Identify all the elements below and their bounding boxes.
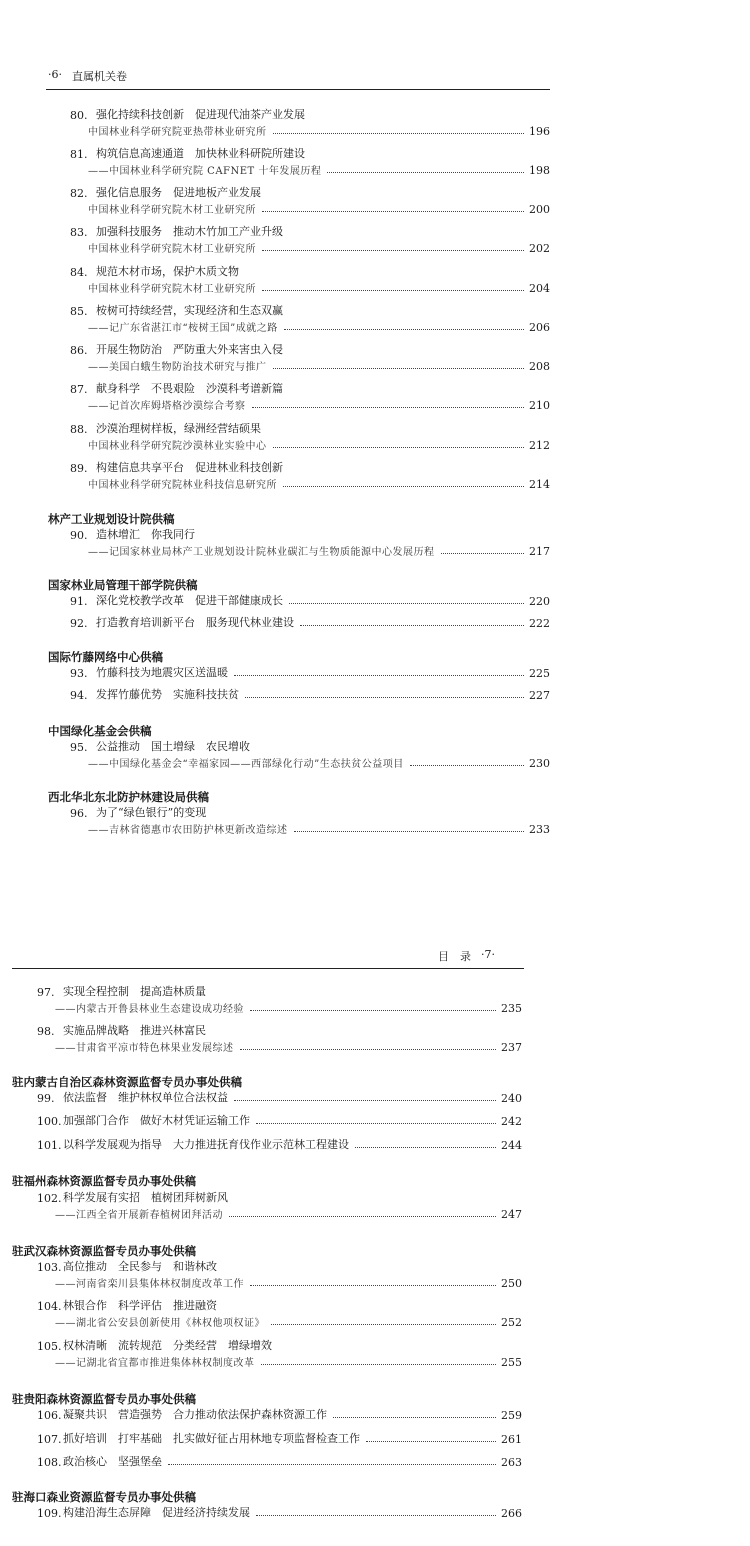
- toc-entry[interactable]: [37, 1297, 522, 1329]
- toc-entry[interactable]: [70, 686, 550, 702]
- dot-leader: [294, 831, 525, 832]
- entry-title-line: [70, 341, 550, 357]
- entry-subtitle-line: [70, 239, 550, 255]
- header-rule: [12, 968, 524, 969]
- entry-title-line: [70, 459, 550, 475]
- entry-number: 96.: [70, 807, 88, 820]
- entry-title: 实施品牌战略 推进兴林富民: [63, 1024, 206, 1037]
- entry-number: 102.: [37, 1192, 62, 1205]
- header-rule: [46, 89, 550, 90]
- entry-subtitle: 中国林业科学研究院沙漠林业实验中心: [88, 441, 267, 452]
- toc-entry[interactable]: [37, 1453, 522, 1469]
- dot-leader: [262, 211, 524, 212]
- entry-title: 深化党校教学改革 促进干部健康成长: [96, 594, 283, 607]
- entry-title-line: [37, 1136, 522, 1152]
- entry-subtitle: ——记广东省湛江市“桉树王国”成就之路: [88, 323, 278, 334]
- entry-subtitle-line: [70, 318, 550, 334]
- entry-page-number: 200: [529, 203, 550, 216]
- entry-subtitle: 中国林业科学研究院木材工业研究所: [88, 284, 256, 295]
- entry-subtitle-line: [70, 754, 550, 770]
- entry-title: 科学发展有实招 植树团拜树新风: [63, 1191, 228, 1204]
- dot-leader: [273, 368, 525, 369]
- entry-title-line: [37, 1112, 522, 1128]
- entry-page-number: 233: [529, 823, 550, 836]
- toc-entry[interactable]: [37, 1022, 522, 1054]
- entry-title: 规范木材市场，保护木质文物: [96, 265, 239, 278]
- entry-subtitle: ——记湖北省宜都市推进集体林权制度改革: [55, 1358, 255, 1369]
- entry-page-number: 212: [529, 439, 550, 452]
- entry-title: 高位推动 全民参与 和谐林改: [63, 1260, 217, 1273]
- dot-leader: [273, 133, 525, 134]
- toc-entry[interactable]: [37, 1406, 522, 1422]
- section-heading: 西北华北东北防护林建设局供稿: [48, 790, 209, 804]
- entry-subtitle-line: [37, 1313, 522, 1329]
- toc-entry[interactable]: [37, 1504, 522, 1520]
- entry-title: 沙漠治理树样板，绿洲经营结硕果: [96, 422, 261, 435]
- toc-entry[interactable]: [37, 1337, 522, 1369]
- entry-title: 发挥竹藤优势 实施科技扶贫: [96, 688, 239, 701]
- dot-leader: [327, 172, 524, 173]
- toc-entry[interactable]: [70, 302, 550, 334]
- entry-page-number: 255: [501, 1356, 522, 1369]
- section-heading: 驻内蒙古自治区森林资源监督专员办事处供稿: [12, 1075, 242, 1089]
- entry-title: 凝聚共识 营造强势 合力推动依法保护森林资源工作: [63, 1408, 327, 1421]
- entry-number: 104.: [37, 1300, 62, 1313]
- entry-title: 献身科学 不畏艰险 沙漠科考谱新篇: [96, 382, 283, 395]
- entry-title: 林银合作 科学评估 推进融资: [63, 1299, 217, 1312]
- entry-page-number: 222: [529, 617, 550, 630]
- section-heading: 国家林业局管理干部学院供稿: [48, 578, 198, 592]
- toc-entry[interactable]: [70, 106, 550, 138]
- entry-subtitle-line: [70, 542, 550, 558]
- entry-page-number: 259: [501, 1409, 522, 1422]
- entry-page-number: 230: [529, 757, 550, 770]
- entry-subtitle: 中国林业科学研究院林业科技信息研究所: [88, 480, 277, 491]
- entry-page-number: 210: [529, 399, 550, 412]
- section-heading: 林产工业规划设计院供稿: [48, 512, 175, 526]
- toc-entry[interactable]: [70, 145, 550, 177]
- dot-leader: [300, 625, 524, 626]
- entry-title-line: [37, 1430, 522, 1446]
- entry-title: 以科学发展观为指导 大力推进抚育伐作业示范林工程建设: [63, 1138, 349, 1151]
- entry-page-number: 198: [529, 164, 550, 177]
- entry-page-number: 261: [501, 1433, 522, 1446]
- toc-entry[interactable]: [37, 983, 522, 1015]
- dot-leader: [271, 1324, 496, 1325]
- entry-subtitle-line: [37, 1038, 522, 1054]
- dot-leader: [168, 1464, 496, 1465]
- entry-title: 打造教育培训新平台 服务现代林业建设: [96, 616, 294, 629]
- entry-page-number: 196: [529, 125, 550, 138]
- entry-subtitle-line: [70, 436, 550, 452]
- entry-number: 107.: [37, 1433, 62, 1446]
- entry-title: 开展生物防治 严防重大外来害虫入侵: [96, 343, 283, 356]
- dot-leader: [256, 1515, 496, 1516]
- page-number: ·7·: [481, 948, 495, 961]
- entry-number: 103.: [37, 1261, 62, 1274]
- entry-title-line: [37, 1022, 522, 1038]
- entry-subtitle-line: [37, 999, 522, 1015]
- entry-page-number: 240: [501, 1092, 522, 1105]
- entry-title: 强化持续科技创新 促进现代油茶产业发展: [96, 108, 305, 121]
- toc-entry[interactable]: [70, 526, 550, 558]
- entry-number: 90.: [70, 529, 88, 542]
- entry-subtitle: ——记国家林业局林产工业规划设计院林业碳汇与生物质能源中心发展历程: [88, 547, 435, 558]
- entry-number: 97.: [37, 986, 55, 999]
- entry-page-number: 202: [529, 242, 550, 255]
- entry-title-line: [37, 1453, 522, 1469]
- entry-page-number: 263: [501, 1456, 522, 1469]
- entry-number: 95.: [70, 741, 88, 754]
- toc-entry[interactable]: [70, 804, 550, 836]
- dot-leader: [256, 1123, 496, 1124]
- entry-subtitle-line: [70, 200, 550, 216]
- entry-title-line: [37, 1406, 522, 1422]
- entry-subtitle: 中国林业科学研究院木材工业研究所: [88, 205, 256, 216]
- entry-subtitle: ——江西全省开展新春植树团拜活动: [55, 1210, 223, 1221]
- entry-title-line: [70, 738, 550, 754]
- entry-title-line: [70, 614, 550, 630]
- entry-page-number: 225: [529, 667, 550, 680]
- dot-leader: [262, 250, 524, 251]
- dot-leader: [229, 1216, 496, 1217]
- entry-title-line: [70, 420, 550, 436]
- dot-leader: [245, 697, 524, 698]
- entry-title: 公益推动 国土增绿 农民增收: [96, 740, 250, 753]
- entry-page-number: 227: [529, 689, 550, 702]
- entry-number: 85.: [70, 305, 88, 318]
- entry-title-line: [70, 184, 550, 200]
- entry-number: 87.: [70, 383, 88, 396]
- entry-title: 依法监督 维护林权单位合法权益: [63, 1091, 228, 1104]
- entry-title: 政治核心 坚强堡垒: [63, 1455, 162, 1468]
- entry-title: 实现全程控制 提高造林质量: [63, 985, 206, 998]
- entry-title: 加强科技服务 推动木竹加工产业升级: [96, 225, 283, 238]
- entry-title: 抓好培训 打牢基础 扎实做好征占用林地专项监督检查工作: [63, 1432, 360, 1445]
- entry-title-line: [70, 664, 550, 680]
- entry-subtitle: ——中国绿化基金会“幸福家园——西部绿化行动”生态扶贫公益项目: [88, 759, 404, 770]
- entry-title: 构建沿海生态屏障 促进经济持续发展: [63, 1506, 250, 1519]
- entry-subtitle: ——甘肃省平凉市特色林果业发展综述: [55, 1043, 234, 1054]
- entry-subtitle-line: [70, 122, 550, 138]
- entry-title-line: [70, 302, 550, 318]
- entry-page-number: 220: [529, 595, 550, 608]
- toc-entry[interactable]: [70, 664, 550, 680]
- entry-number: 92.: [70, 617, 88, 630]
- section-heading: 驻武汉森林资源监督专员办事处供稿: [12, 1244, 196, 1258]
- section-heading: 驻海口森业资源监督专员办事处供稿: [12, 1490, 196, 1504]
- toc-entry[interactable]: [70, 380, 550, 412]
- entry-title-line: [70, 223, 550, 239]
- entry-subtitle-line: [37, 1353, 522, 1369]
- dot-leader: [273, 447, 525, 448]
- dot-leader: [262, 290, 524, 291]
- entry-subtitle: ——湖北省公安县创新使用《林权他项权证》: [55, 1318, 265, 1329]
- entry-title-line: [70, 145, 550, 161]
- dot-leader: [441, 553, 525, 554]
- entry-number: 100.: [37, 1115, 62, 1128]
- entry-subtitle-line: [37, 1205, 522, 1221]
- toc-entry[interactable]: [37, 1189, 522, 1221]
- entry-subtitle-line: [37, 1274, 522, 1290]
- dot-leader: [234, 675, 524, 676]
- entry-page-number: 208: [529, 360, 550, 373]
- entry-number: 80.: [70, 109, 88, 122]
- entry-title: 强化信息服务 促进地板产业发展: [96, 186, 261, 199]
- entry-page-number: 247: [501, 1208, 522, 1221]
- toc-entry[interactable]: [70, 420, 550, 452]
- toc-entry[interactable]: [37, 1430, 522, 1446]
- section-heading: 驻贵阳森林资源监督专员办事处供稿: [12, 1392, 196, 1406]
- section-title: 目 录: [438, 950, 471, 963]
- toc-entry[interactable]: [70, 263, 550, 295]
- toc-page-7: [0, 940, 750, 1546]
- dot-leader: [283, 486, 524, 487]
- dot-leader: [234, 1100, 496, 1101]
- entry-title-line: [70, 263, 550, 279]
- entry-subtitle-line: [70, 396, 550, 412]
- entry-number: 98.: [37, 1025, 55, 1038]
- entry-page-number: 266: [501, 1507, 522, 1520]
- entry-subtitle: ——记首次库姆塔格沙漠综合考察: [88, 401, 246, 412]
- entry-subtitle: ——吉林省德惠市农田防护林更新改造综述: [88, 825, 288, 836]
- toc-entry[interactable]: [70, 184, 550, 216]
- toc-entry[interactable]: [70, 223, 550, 255]
- dot-leader: [289, 603, 524, 604]
- entry-page-number: 214: [529, 478, 550, 491]
- section-heading: 国际竹藤网络中心供稿: [48, 650, 163, 664]
- toc-entry[interactable]: [37, 1258, 522, 1290]
- entry-title-line: [37, 1089, 522, 1105]
- entry-page-number: 217: [529, 545, 550, 558]
- entry-title-line: [70, 592, 550, 608]
- dot-leader: [366, 1441, 496, 1442]
- entry-number: 93.: [70, 667, 88, 680]
- entry-page-number: 204: [529, 282, 550, 295]
- entry-number: 94.: [70, 689, 88, 702]
- entry-number: 82.: [70, 187, 88, 200]
- dot-leader: [333, 1417, 496, 1418]
- entry-subtitle-line: [70, 357, 550, 373]
- entry-title-line: [37, 1504, 522, 1520]
- entry-subtitle-line: [70, 475, 550, 491]
- entry-page-number: 206: [529, 321, 550, 334]
- entry-title-line: [70, 106, 550, 122]
- dot-leader: [252, 407, 525, 408]
- dot-leader: [250, 1010, 496, 1011]
- entry-number: 99.: [37, 1092, 55, 1105]
- dot-leader: [261, 1364, 497, 1365]
- entry-number: 101.: [37, 1139, 62, 1152]
- entry-subtitle: ——内蒙古开鲁县林业生态建设成功经验: [55, 1004, 244, 1015]
- entry-subtitle: 中国林业科学研究院亚热带林业研究所: [88, 127, 267, 138]
- entry-title-line: [37, 1297, 522, 1313]
- entry-page-number: 237: [501, 1041, 522, 1054]
- section-heading: 中国绿化基金会供稿: [48, 724, 152, 738]
- toc-entry[interactable]: [70, 341, 550, 373]
- section-heading: 驻福州森林资源监督专员办事处供稿: [12, 1174, 196, 1188]
- entry-page-number: 252: [501, 1316, 522, 1329]
- entry-number: 109.: [37, 1507, 62, 1520]
- entry-title: 为了“绿色银行”的变现: [96, 806, 207, 819]
- entry-number: 83.: [70, 226, 88, 239]
- entry-title-line: [70, 526, 550, 542]
- entry-number: 84.: [70, 266, 88, 279]
- entry-title-line: [37, 1258, 522, 1274]
- entry-title-line: [70, 804, 550, 820]
- entry-number: 81.: [70, 148, 88, 161]
- entry-title-line: [70, 380, 550, 396]
- page-number: ·6·: [48, 68, 62, 81]
- entry-title: 构建信息共享平台 促进林业科技创新: [96, 461, 283, 474]
- running-head: [438, 948, 495, 964]
- dot-leader: [284, 329, 524, 330]
- entry-number: 86.: [70, 344, 88, 357]
- dot-leader: [250, 1285, 496, 1286]
- entry-subtitle-line: [70, 820, 550, 836]
- entry-title: 构筑信息高速通道 加快林业科研院所建设: [96, 147, 305, 160]
- toc-entry[interactable]: [70, 738, 550, 770]
- entry-title: 权林清晰 流转规范 分类经营 增绿增效: [63, 1339, 272, 1352]
- entry-subtitle: 中国林业科学研究院木材工业研究所: [88, 244, 256, 255]
- toc-entry[interactable]: [70, 614, 550, 630]
- dot-leader: [410, 765, 524, 766]
- toc-entry[interactable]: [37, 1089, 522, 1105]
- entry-number: 108.: [37, 1456, 62, 1469]
- entry-title: 桉树可持续经营，实现经济和生态双赢: [96, 304, 283, 317]
- entry-subtitle-line: [70, 279, 550, 295]
- entry-number: 106.: [37, 1409, 62, 1422]
- entry-title-line: [37, 983, 522, 999]
- entry-title: 造林增汇 你我同行: [96, 528, 195, 541]
- toc-entry[interactable]: [70, 459, 550, 491]
- entry-title-line: [37, 1189, 522, 1205]
- entry-title: 竹藤科技为地震灾区送温暖: [96, 666, 228, 679]
- toc-entry[interactable]: [70, 592, 550, 608]
- entry-page-number: 235: [501, 1002, 522, 1015]
- entry-page-number: 250: [501, 1277, 522, 1290]
- entry-number: 88.: [70, 423, 88, 436]
- dot-leader: [240, 1049, 497, 1050]
- dot-leader: [355, 1147, 496, 1148]
- entry-subtitle: ——中国林业科学研究院 CAFNET 十年发展历程: [88, 166, 322, 177]
- entry-title: 加强部门合作 做好木材凭证运输工作: [63, 1114, 250, 1127]
- toc-entry[interactable]: [37, 1112, 522, 1128]
- toc-entry[interactable]: [37, 1136, 522, 1152]
- entry-page-number: 244: [501, 1139, 522, 1152]
- volume-title: 直属机关卷: [72, 70, 127, 83]
- running-head: [48, 68, 127, 84]
- entry-number: 91.: [70, 595, 88, 608]
- entry-subtitle: ——美国白蛾生物防治技术研究与推广: [88, 362, 267, 373]
- entry-subtitle-line: [70, 161, 550, 177]
- entry-number: 105.: [37, 1340, 62, 1353]
- entry-subtitle: ——河南省栾川县集体林权制度改革工作: [55, 1279, 244, 1290]
- entry-title-line: [70, 686, 550, 702]
- entry-page-number: 242: [501, 1115, 522, 1128]
- entry-number: 89.: [70, 462, 88, 475]
- entry-title-line: [37, 1337, 522, 1353]
